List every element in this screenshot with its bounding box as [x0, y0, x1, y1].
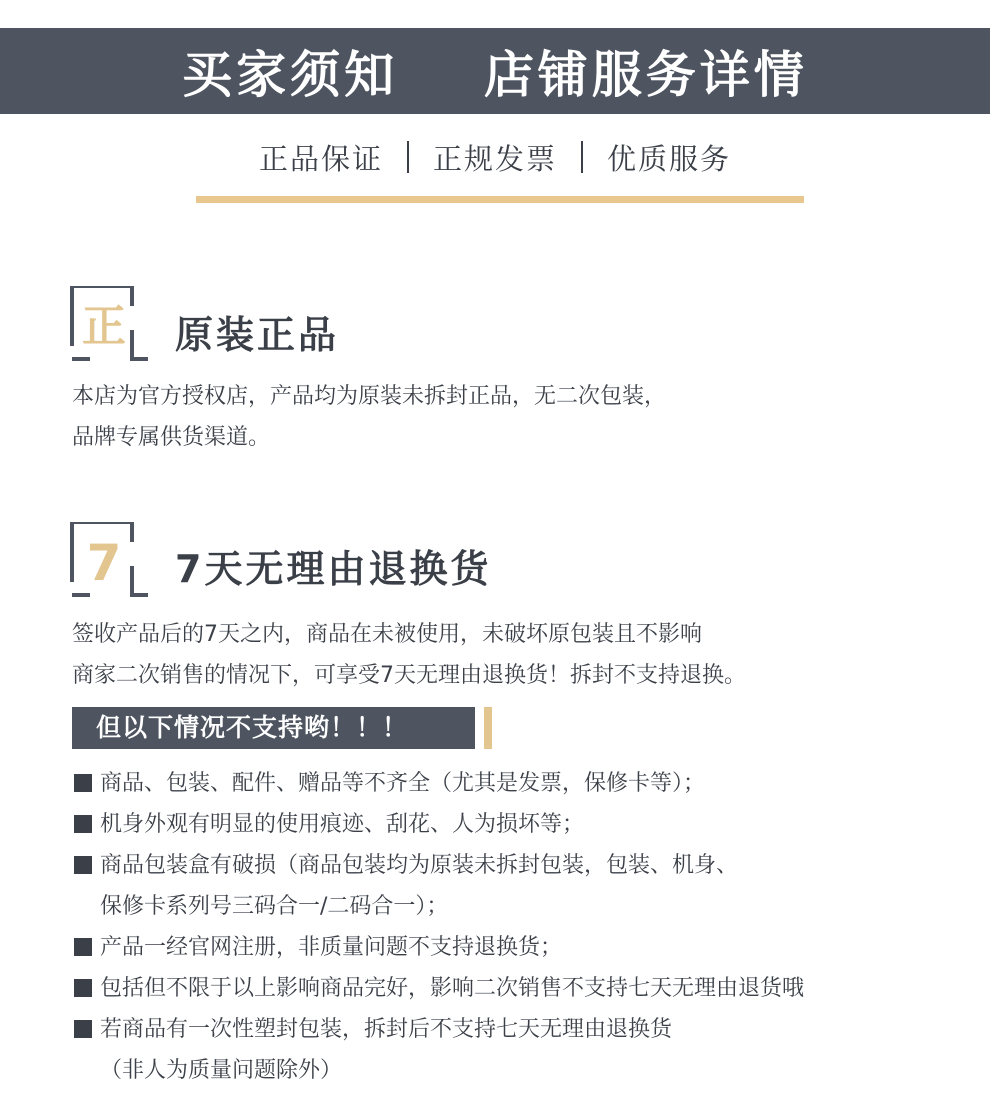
- divider: [407, 141, 409, 173]
- square-bullet-icon: [74, 856, 92, 874]
- return-line-1: 签收产品后的7天之内，商品在未被使用，未破坏原包装且不影响: [72, 622, 702, 647]
- authentic-icon: [70, 286, 148, 362]
- exceptions-label: 但以下情况不支持哟！！！: [72, 707, 475, 749]
- service-authentic: 正品保证: [258, 141, 383, 176]
- list-item: 包括但不限于以上影响商品完好，影响二次销售不支持七天无理由退货哦: [72, 968, 972, 1009]
- square-bullet-icon: [74, 938, 92, 956]
- square-bullet-icon: [74, 1020, 92, 1038]
- service-quality: 优质服务: [607, 141, 732, 176]
- return-description: [72, 614, 746, 696]
- banner-title-left: 买家须知: [182, 46, 399, 104]
- exceptions-accent-bar: [484, 707, 492, 749]
- svg-text:7: 7: [86, 534, 122, 592]
- banner-title-right: 店铺服务详情: [483, 46, 808, 104]
- square-bullet-icon: [74, 979, 92, 997]
- gold-underline: [196, 196, 804, 203]
- header-banner: [0, 28, 990, 114]
- list-item: 商品包装盒有破损（商品包装均为原装未拆封包装，包装、机身、 保修卡系列号三码合一/二码合一）；: [72, 845, 972, 927]
- square-bullet-icon: [74, 815, 92, 833]
- return-title: 7天无理由退换货: [175, 547, 492, 591]
- authentic-line-1: 本店为官方授权店，产品均为原装未拆封正品，无二次包装，: [72, 384, 667, 409]
- banner-title: [182, 35, 808, 107]
- list-item: 若商品有一次性塑封包装，拆封后不支持七天无理由退换货 （非人为质量问题除外）: [72, 1009, 972, 1091]
- service-guarantees: [0, 132, 990, 182]
- authentic-description: [72, 376, 666, 458]
- svg-text:正: 正: [82, 301, 126, 352]
- square-bullet-icon: [74, 774, 92, 792]
- seven-day-icon: [70, 522, 148, 598]
- return-line-2: 商家二次销售的情况下，可享受7天无理由退换货！拆封不支持退换。: [72, 663, 746, 688]
- list-item: 产品一经官网注册，非质量问题不支持退换货；: [72, 927, 972, 968]
- authentic-title: 原装正品: [175, 313, 340, 357]
- divider: [581, 141, 583, 173]
- authentic-line-2: 品牌专属供货渠道。: [72, 425, 271, 450]
- list-item: 商品、包装、配件、赠品等不齐全（尤其是发票，保修卡等）；: [72, 763, 972, 804]
- service-invoice: 正规发票: [432, 141, 557, 176]
- exceptions-list: [72, 763, 972, 1091]
- list-item: 机身外观有明显的使用痕迹、刮花、人为损坏等；: [72, 804, 972, 845]
